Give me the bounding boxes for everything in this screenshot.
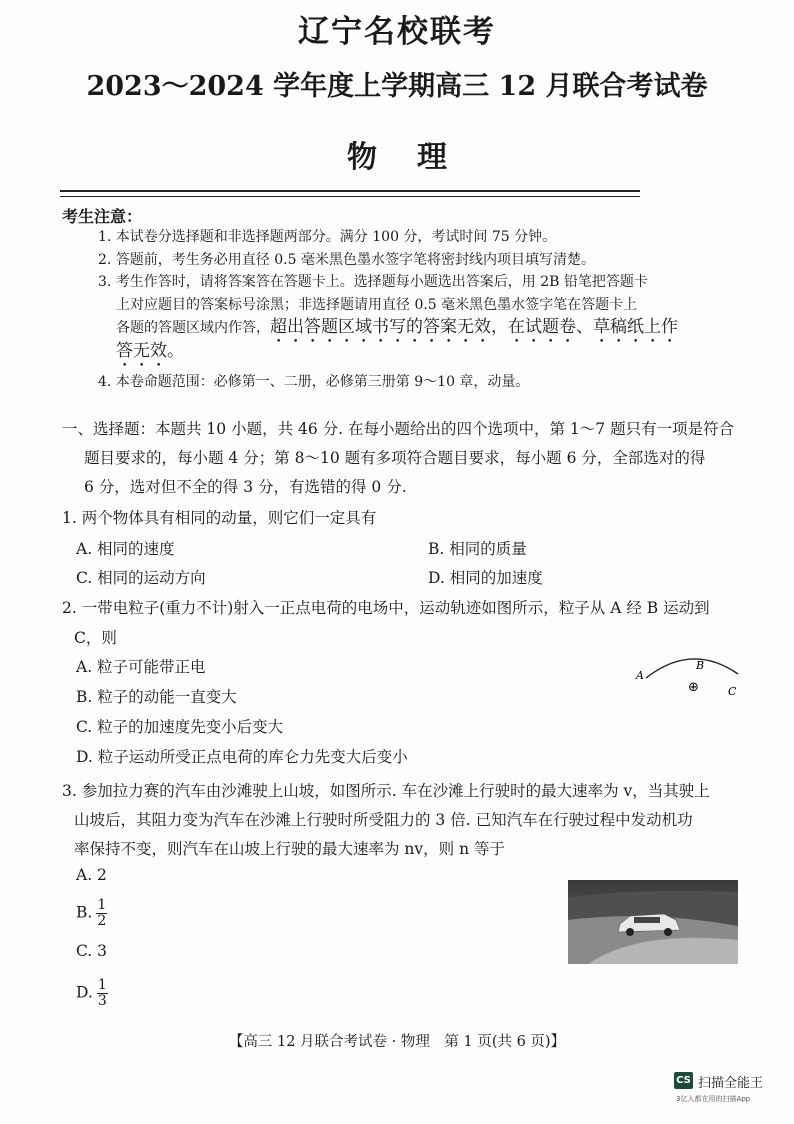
fraction-numerator: 1 — [97, 977, 107, 993]
header-divider — [60, 190, 640, 197]
q3-option-a: A. 2 — [76, 866, 107, 884]
q1-stem: 1. 两个物体具有相同的动量，则它们一定具有 — [62, 509, 377, 527]
notice-item-3d-emphasis: 答无效。 — [116, 341, 184, 361]
section1-line1: 一、选择题：本题共 10 小题，共 46 分. 在每小题给出的四个选项中，第 1～7 题只有一项是符合 — [62, 420, 735, 438]
q3-option-b-label: B. — [76, 903, 93, 922]
q3-stem-line3: 率保持不变，则汽车在山坡上行驶的最大速率为 nv，则 n 等于 — [74, 840, 506, 858]
subject-title: 物理 — [347, 140, 487, 175]
notice-item-2: 2. 答题前，考生务必用直径 0.5 毫米黑色墨水签字笔将密封线内项目填写清楚。 — [98, 252, 595, 268]
label-b: B — [696, 659, 705, 672]
q1-option-a: A. 相同的速度 — [76, 540, 175, 558]
q3-stem-line1: 3. 参加拉力赛的汽车由沙滩驶上山坡，如图所示. 车在沙滩上行驶时的最大速率为 v，当其驶上 — [62, 782, 710, 800]
positive-charge-icon: ⊕ — [688, 680, 699, 695]
notice-item-1: 1. 本试卷分选择题和非选择题两部分。满分 100 分，考试时间 75 分钟。 — [98, 229, 557, 245]
notice-item-3d — [116, 340, 766, 371]
section1-line3: 6 分，选对但不全的得 3 分，有选错的得 0 分. — [84, 478, 407, 496]
q1-option-c: C. 相同的运动方向 — [76, 569, 206, 587]
label-a: A — [636, 669, 644, 682]
q3-stem-line2: 山坡后，其阻力变为汽车在沙滩上行驶时所受阻力的 3 倍. 已知汽车在行驶过程中发动机功 — [74, 811, 693, 829]
page-footer: 【高三 12 月联合考试卷 · 物理 第 1 页(共 6 页)】 — [228, 1034, 566, 1050]
notice-item-3c-emphasis: 超出答题区域书写的答案无效，在试题卷、草稿纸上作 — [270, 317, 678, 337]
notice-item-4: 4. 本卷命题范围：必修第一、二册，必修第三册第 9～10 章，动量。 — [98, 374, 530, 390]
q2-stem-line2: C，则 — [74, 629, 117, 647]
q2-option-a: A. 粒子可能带正电 — [76, 658, 206, 676]
q2-trajectory-figure — [630, 648, 750, 702]
trajectory-arc — [646, 659, 738, 678]
fraction-one-third — [97, 978, 108, 1009]
fraction-numerator: 1 — [97, 897, 107, 913]
camscanner-brand: 扫描全能王 — [698, 1076, 764, 1091]
exam-series-title: 辽宁名校联考 — [298, 14, 496, 50]
camscanner-tagline: 3亿人都在用的扫描App — [676, 1095, 751, 1103]
fraction-one-half — [96, 898, 107, 929]
q3-option-d — [76, 978, 108, 1009]
q3-option-b — [76, 898, 107, 929]
q1-option-b: B. 相同的质量 — [428, 540, 527, 558]
q3-car-photo — [568, 880, 738, 964]
q1-option-d: D. 相同的加速度 — [428, 569, 543, 587]
q2-option-b: B. 粒子的动能一直变大 — [76, 688, 237, 706]
notice-title: 考生注意： — [62, 207, 143, 226]
fraction-denominator: 3 — [97, 993, 107, 1009]
label-c: C — [728, 685, 737, 698]
q3-option-c: C. 3 — [76, 942, 108, 960]
q2-option-d: D. 粒子运动所受正点电荷的库仑力先变大后变小 — [76, 748, 408, 766]
notice-item-3c-plain: 各题的答题区域内作答， — [116, 320, 270, 336]
q3-option-d-label: D. — [76, 983, 93, 1002]
section1-line2: 题目要求的，每小题 4 分；第 8～10 题有多项符合题目要求，每小题 6 分，全部选对的得 — [84, 449, 706, 467]
fraction-denominator: 2 — [97, 913, 107, 929]
notice-item-3a: 3. 考生作答时，请将答案答在答题卡上。选择题每小题选出答案后，用 2B 铅笔把答题卡 — [98, 274, 648, 290]
rally-car-image — [568, 880, 738, 964]
q2-stem-line1: 2. 一带电粒子(重力不计)射入一正点电荷的电场中，运动轨迹如图所示，粒子从 A 经 B 运动到 — [62, 599, 710, 617]
notice-item-3b: 上对应题目的答案标号涂黑；非选择题请用直径 0.5 毫米黑色墨水签字笔在答题卡上 — [116, 297, 638, 313]
exam-title: 2023～2024 学年度上学期高三 12 月联合考试卷 — [86, 71, 708, 102]
q2-option-c: C. 粒子的加速度先变小后变大 — [76, 718, 284, 736]
camscanner-logo-icon: CS — [674, 1072, 693, 1089]
